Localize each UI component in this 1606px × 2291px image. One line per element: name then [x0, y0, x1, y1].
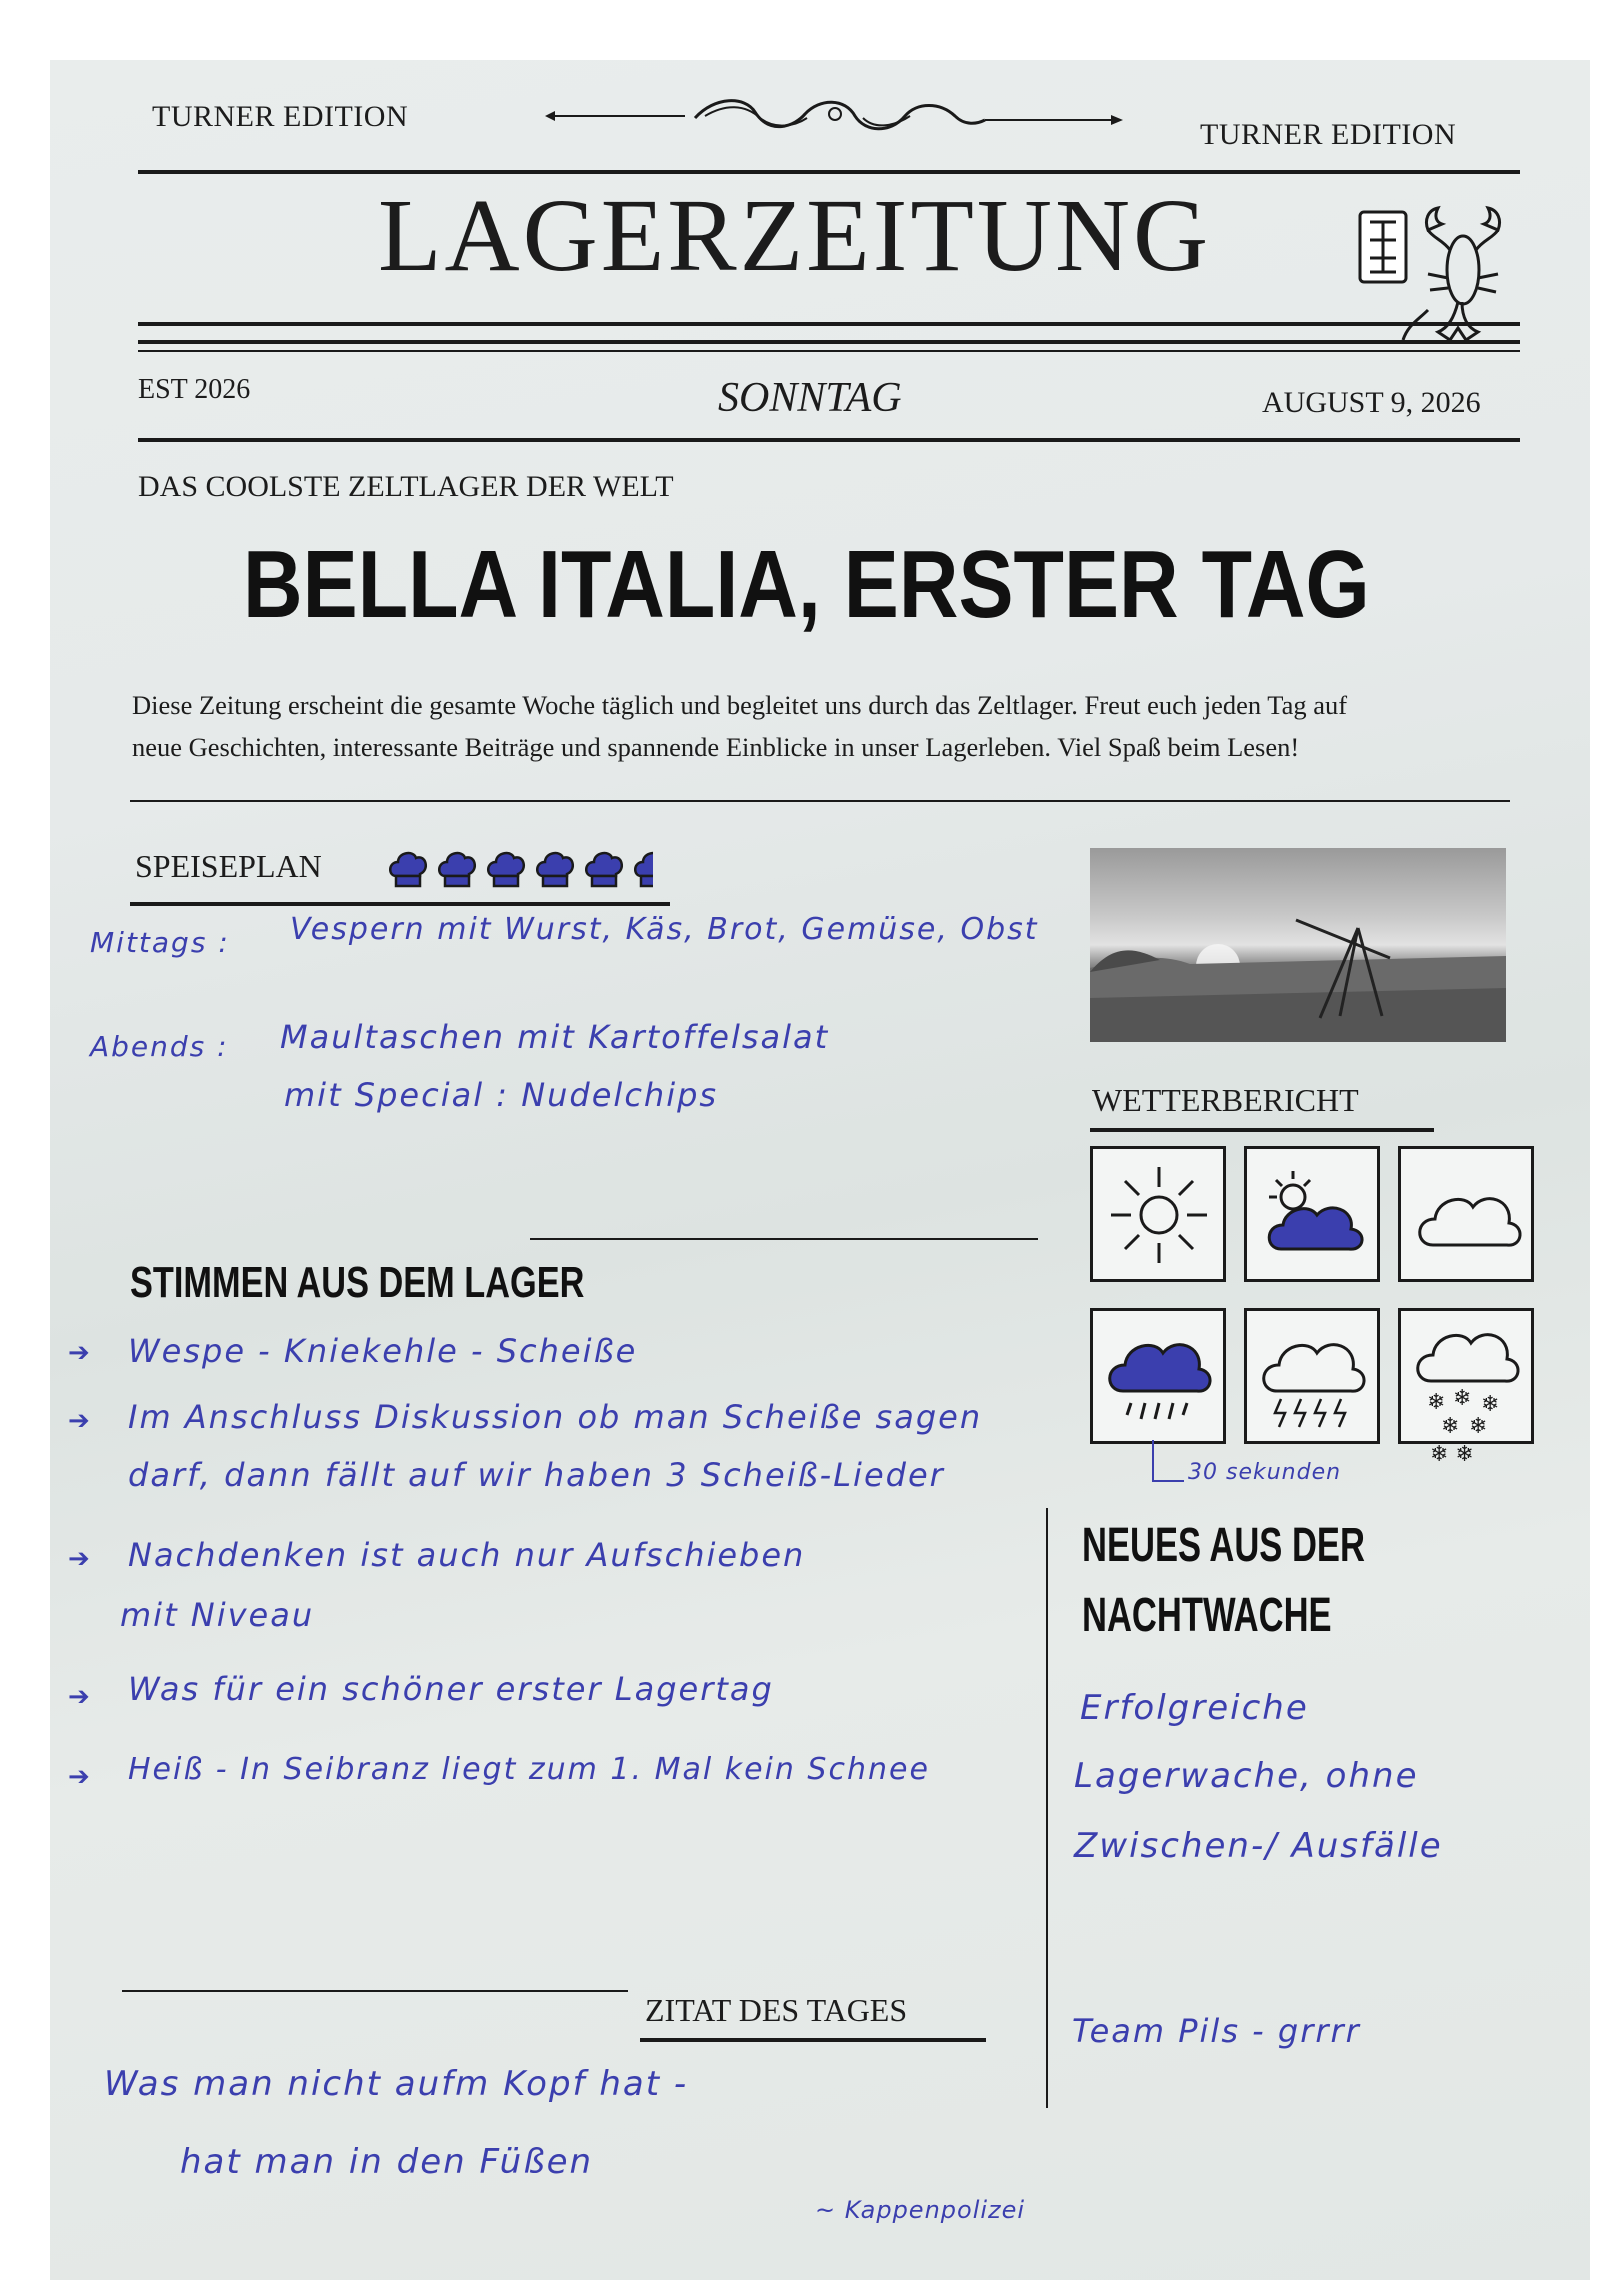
bullet-arrow-icon: ➔	[68, 1338, 90, 1367]
column-divider	[1046, 1508, 1048, 2108]
chef-hat-icon	[631, 848, 675, 892]
mittags-text: Vespern mit Wurst, Käs, Brot, Gemüse, Obst	[290, 912, 1039, 947]
speiseplan-heading: SPEISEPLAN	[135, 848, 322, 884]
intro-line-1: Diese Zeitung erscheint die gesamte Woche täglich und begleitet uns durch das Zeltlager. Freut euch jeden Tag auf	[132, 690, 1348, 720]
weather-box-sun-cloud	[1244, 1146, 1380, 1282]
weather-box-thunder	[1244, 1308, 1380, 1444]
stimmen-top-rule	[530, 1238, 1038, 1240]
svg-text:❄: ❄	[1481, 1392, 1500, 1417]
issue-date: AUGUST 9, 2026	[1262, 386, 1481, 419]
nachtwache-line-1: Erfolgreiche	[1080, 1688, 1309, 1728]
chef-hat-icon	[533, 848, 577, 892]
kicker: DAS COOLSTE ZELTLAGER DER WELT	[138, 470, 674, 503]
weekday: SONNTAG	[718, 375, 902, 421]
stimme-3-line1: Nachdenken ist auch nur Aufschieben	[128, 1536, 806, 1574]
weather-box-cloud	[1398, 1146, 1534, 1282]
nachtwache-heading-1: NEUES AUS DER	[1082, 1519, 1365, 1572]
landscape-photo	[1090, 848, 1506, 1042]
zitat-left-rule	[122, 1990, 628, 1992]
nachtwache-line-2: Lagerwache, ohne	[1074, 1756, 1419, 1796]
mittags-label: Mittags :	[90, 926, 230, 959]
nachtwache-extra: Team Pils - grrrr	[1072, 2012, 1361, 2050]
weather-box-sun	[1090, 1146, 1226, 1282]
chef-hat-icon	[386, 848, 430, 892]
weather-note: 30 sekunden	[1188, 1460, 1342, 1485]
chef-hat-rating	[386, 846, 696, 896]
svg-text:❄: ❄	[1427, 1390, 1446, 1415]
masthead-double-rule-top	[138, 322, 1520, 326]
cloud-icon	[1405, 1153, 1529, 1277]
nachtwache-line-3: Zwischen-/ Ausfälle	[1074, 1826, 1443, 1866]
chef-hat-icon	[435, 848, 479, 892]
sun-cloud-icon	[1251, 1153, 1375, 1277]
svg-text:❄: ❄	[1469, 1414, 1488, 1439]
headline: BELLA ITALIA, ERSTER TAG	[243, 531, 1370, 638]
sun-icon	[1097, 1153, 1221, 1277]
zitat-heading: ZITAT DES TAGES	[645, 1992, 908, 2028]
newspaper-title: LAGERZEITUNG	[378, 178, 1212, 293]
zitat-line-1: Was man nicht aufm Kopf hat -	[104, 2064, 689, 2104]
svg-text:❄: ❄	[1441, 1414, 1460, 1439]
svg-text:❄: ❄	[1453, 1386, 1472, 1411]
nachtwache-heading-2: NACHTWACHE	[1082, 1589, 1332, 1642]
chef-hat-icon	[484, 848, 528, 892]
wetter-heading: WETTERBERICHT	[1092, 1082, 1359, 1118]
stimme-3-line2: mit Niveau	[120, 1596, 315, 1634]
weather-box-rain	[1090, 1308, 1226, 1444]
abends-label: Abends :	[90, 1030, 229, 1063]
intro-line-2: neue Geschichten, interessante Beiträge und spannende Einblicke in unser Lagerleben. Viel Spaß beim Lesen!	[132, 732, 1300, 762]
stimme-2-line2: darf, dann fällt auf wir haben 3 Scheiß-Lieder	[128, 1456, 945, 1494]
bullet-arrow-icon: ➔	[68, 1406, 90, 1435]
dateline-rule	[138, 438, 1520, 442]
stimme-5-line1: Heiß - In Seibranz liegt zum 1. Mal kein Schnee	[128, 1752, 930, 1787]
snow-cloud-icon	[1405, 1315, 1529, 1439]
abends-line-2: mit Special : Nudelchips	[284, 1076, 719, 1114]
rain-cloud-icon	[1097, 1315, 1221, 1439]
masthead-thin-rule	[138, 350, 1520, 352]
chef-hat-icon	[582, 848, 626, 892]
edition-right: TURNER EDITION	[1200, 118, 1457, 151]
bullet-arrow-icon: ➔	[68, 1544, 90, 1573]
edition-left: TURNER EDITION	[152, 100, 409, 133]
masthead-top-rule	[138, 170, 1520, 174]
thunder-cloud-icon	[1251, 1315, 1375, 1439]
abends-line-1: Maultaschen mit Kartoffelsalat	[280, 1018, 830, 1056]
stimmen-heading: STIMMEN AUS DEM LAGER	[130, 1258, 585, 1307]
turner-crayfish-logo	[1358, 200, 1518, 350]
intro-rule	[130, 800, 1510, 802]
zitat-line-2: hat man in den Füßen	[180, 2142, 594, 2182]
bullet-arrow-icon: ➔	[68, 1682, 90, 1711]
speiseplan-rule	[130, 902, 670, 906]
weather-note-arrow	[1152, 1440, 1184, 1482]
stimme-1-line1: Wespe - Kniekehle - Scheiße	[128, 1332, 638, 1370]
wetter-rule	[1090, 1128, 1434, 1132]
zitat-author: ~ Kappenpolizei	[815, 2196, 1026, 2224]
established-year: EST 2026	[138, 374, 251, 405]
zitat-heading-rule	[640, 2038, 986, 2042]
ornament-divider	[545, 96, 1125, 146]
stimme-2-line1: Im Anschluss Diskussion ob man Scheiße sagen	[128, 1398, 983, 1436]
bullet-arrow-icon: ➔	[68, 1762, 90, 1791]
stimme-4-line1: Was für ein schöner erster Lagertag	[128, 1670, 774, 1708]
snow-flakes-overflow: ❄ ❄	[1430, 1442, 1474, 1467]
weather-box-snow	[1398, 1308, 1534, 1444]
masthead-double-rule-bottom	[138, 340, 1520, 344]
